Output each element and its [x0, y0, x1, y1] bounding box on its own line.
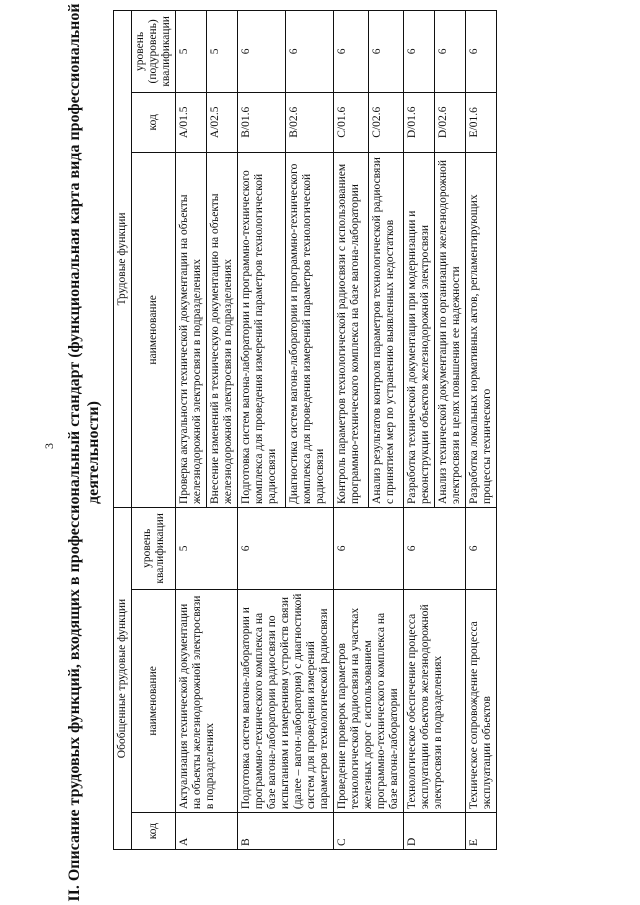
- table-row: [238, 11, 286, 850]
- tf-name-cell: Анализ технической документации по организации железнодорожной электросвязи в целях повышения ее надежности: [435, 152, 466, 507]
- tf-name-cell: Внесение изменений в техническую документацию на объекты железнодорожной электросвязи в подразделениях: [207, 152, 238, 507]
- gf-code-cell: Е: [466, 813, 497, 850]
- tf-code-cell: D/01.6: [404, 92, 435, 152]
- tf-name-cell: Проверка актуальности технической документации на объекты железнодорожной электросвязи в подразделениях: [176, 152, 207, 507]
- gf-level-cell: 6: [238, 507, 334, 589]
- gf-name-cell: Технологическое обеспечение процесса эксплуатации объектов железнодорожной электросвязи в подразделениях: [404, 589, 466, 812]
- tf-code-cell: C/02.6: [369, 92, 404, 152]
- gf-code-cell: С: [334, 813, 404, 850]
- tf-name-cell: Разработка технической документации при модернизации и реконструкции объектов железнодорожной электросвязи: [404, 152, 435, 507]
- tf-level-cell: 6: [435, 11, 466, 93]
- table-row: [176, 11, 207, 850]
- tf-name-cell: Диагностика систем вагона-лаборатории и программно-технического комплекса для проведения измерений параметров технологической радиосвязи: [286, 152, 334, 507]
- tf-code-cell: A/01.5: [176, 92, 207, 152]
- gf-level-cell: 6: [334, 507, 404, 589]
- tf-level-cell: 5: [176, 11, 207, 93]
- gf-code-cell: D: [404, 813, 466, 850]
- tf-name-cell: Разработка локальных нормативных актов, регламентирующих процессы технического: [466, 152, 497, 507]
- tf-code-cell: A/02.5: [207, 92, 238, 152]
- col-header-tf-level: уровень (подуровень) квалификации: [132, 11, 176, 93]
- tf-code-cell: B/01.6: [238, 92, 286, 152]
- tf-code-cell: C/01.6: [334, 92, 369, 152]
- tf-name-cell: Анализ результатов контроля параметров технологической радиосвязи с принятием мер по устранению выявленных недостатков: [369, 152, 404, 507]
- tf-level-cell: 6: [369, 11, 404, 93]
- functions-table: [113, 10, 497, 850]
- page-title: II. Описание трудовых функций, входящих в профессиональный стандарт (функциональная карта вида профессиональной деятельности): [66, 3, 102, 902]
- tf-level-cell: 6: [466, 11, 497, 93]
- tf-level-cell: 6: [286, 11, 334, 93]
- tf-level-cell: 5: [207, 11, 238, 93]
- table-row: [466, 11, 497, 850]
- group-header-labor: Трудовые функции: [114, 11, 132, 508]
- col-header-gf-name: наименование: [132, 589, 176, 812]
- gf-code-cell: А: [176, 813, 238, 850]
- group-header-generalized: Обобщенные трудовые функции: [114, 507, 132, 849]
- tf-code-cell: B/02.6: [286, 92, 334, 152]
- tf-level-cell: 6: [334, 11, 369, 93]
- tf-code-cell: E/01.6: [466, 92, 497, 152]
- tf-code-cell: D/02.6: [435, 92, 466, 152]
- table-row: [404, 11, 435, 850]
- page-number: 3: [42, 443, 56, 449]
- col-header-gf-code: код: [132, 813, 176, 850]
- col-header-tf-code: код: [132, 92, 176, 152]
- tf-name-cell: Контроль параметров технологической радиосвязи с использованием программно-технического комплекса на базе вагона-лаборатории: [334, 152, 369, 507]
- tf-name-cell: Подготовка систем вагона-лаборатории и программно-технического комплекса для проведения измерений параметров технологической радиосвязи: [238, 152, 286, 507]
- tf-level-cell: 6: [404, 11, 435, 93]
- gf-level-cell: 5: [176, 507, 238, 589]
- tf-level-cell: 6: [238, 11, 286, 93]
- gf-name-cell: Техническое сопровождение процесса эксплуатации объектов: [466, 589, 497, 812]
- col-header-tf-name: наименование: [132, 152, 176, 507]
- gf-name-cell: Проведение проверок параметров технологической радиосвязи на участках железных дорог с использованием программно-технического комплекса на базе вагона-лаборатории: [334, 589, 404, 812]
- gf-code-cell: В: [238, 813, 334, 850]
- table-row: [334, 11, 369, 850]
- gf-level-cell: 6: [404, 507, 466, 589]
- gf-name-cell: Подготовка систем вагона-лаборатории и программно-технического комплекса на базе вагона-лаборатории радиосвязи по испытаниям и измерениям устройств связи (далее – вагон-лаборатория) с диагностикой систем для проведения измерений параметров технологической радиосвязи: [238, 589, 334, 812]
- col-header-gf-level: уровень квалификации: [132, 507, 176, 589]
- gf-level-cell: 6: [466, 507, 497, 589]
- gf-name-cell: Актуализация технической документации на объекты железнодорожной электросвязи в подразделениях: [176, 589, 238, 812]
